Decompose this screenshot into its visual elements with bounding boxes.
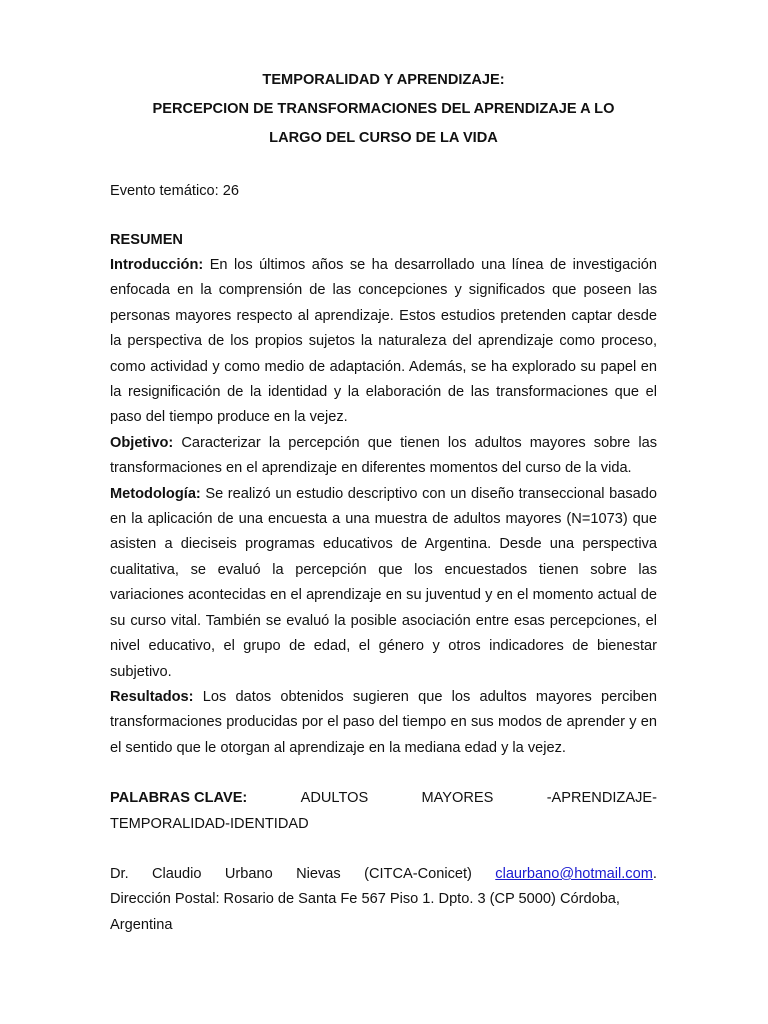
author-word-claudio: Claudio xyxy=(152,865,202,882)
objetivo-paragraph xyxy=(110,431,657,482)
objetivo-text: Caracterizar la percepción que tienen los adultos mayores sobre las transformaciones en el aprendizaje en diferentes momentos del curso de la vida. xyxy=(110,434,657,477)
author-affiliation: (CITCA-Conicet) xyxy=(364,865,472,882)
author-word-urbano: Urbano xyxy=(224,865,273,882)
metodologia-label: Metodología: xyxy=(110,485,201,502)
keywords-row-2: TEMPORALIDAD-IDENTIDAD xyxy=(110,815,309,832)
keywords-block xyxy=(110,786,657,837)
evento-tematico: Evento temático: 26 xyxy=(110,183,239,199)
title-line-2: PERCEPCION DE TRANSFORMACIONES DEL APRENDIZAJE A LO xyxy=(152,101,615,117)
author-email-wrap xyxy=(495,862,657,887)
introduccion-paragraph xyxy=(110,253,657,431)
document-page xyxy=(110,66,657,938)
objetivo-label: Objetivo: xyxy=(110,434,174,451)
author-block xyxy=(110,862,657,938)
resultados-text: Los datos obtenidos sugieren que los adultos mayores perciben transformaciones producidas por el paso del tiempo en sus modos de aprender y en el sentido que le otorgan al aprendizaje en la mediana edad y la vejez. xyxy=(110,688,657,756)
author-word-dr: Dr. xyxy=(110,865,129,882)
keywords-label: PALABRAS CLAVE: xyxy=(110,790,248,807)
document-title xyxy=(100,66,667,153)
author-email-link[interactable]: claurbano@hotmail.com xyxy=(495,865,653,882)
introduccion-text: En los últimos años se ha desarrollado una línea de investigación enfocada en la comprensión de las concepciones y significados que poseen las personas mayores respecto al aprendizaje. Estos estudios pretenden captar desde la perspectiva de los propios sujetos la naturaleza del aprendizaje como proceso, como actividad y como medio de adaptación. Además, se ha explorado su papel en la resignificación de la identidad y la elaboración de las transformaciones que el paso del tiempo produce en la vejez. xyxy=(110,257,658,426)
keyword-adultos: ADULTOS xyxy=(300,790,369,807)
resultados-paragraph xyxy=(110,685,657,761)
author-word-nievas: Nievas xyxy=(296,865,341,882)
author-row-1 xyxy=(110,862,657,887)
keyword-aprendizaje: -APRENDIZAJE- xyxy=(546,790,657,807)
author-country: Argentina xyxy=(110,916,173,933)
title-line-3: LARGO DEL CURSO DE LA VIDA xyxy=(269,130,498,146)
metodologia-paragraph xyxy=(110,482,657,685)
author-email-suffix: . xyxy=(652,865,657,882)
introduccion-label: Introducción: xyxy=(110,257,204,273)
keyword-mayores: MAYORES xyxy=(421,790,494,807)
author-address: Dirección Postal: Rosario de Santa Fe 567 Piso 1. Dpto. 3 (CP 5000) Córdoba, xyxy=(110,891,620,908)
metodologia-text: Se realizó un estudio descriptivo con un diseño transeccional basado en la aplicación de una encuesta a una muestra de adultos mayores (N=1073) que asisten a dieciseis programas educativos de Argentina. Desde una perspectiva cualitativa, se evaluó la percepción que los encuestados tienen sobre las variaciones acontecidas en el aprendizaje en su juventud y en el momento actual de su curso vital. También se evaluó la posible asociación entre esas percepciones, el nivel educativo, el grupo de edad, el género y otros indicadores de bienestar subjetivo. xyxy=(110,485,657,680)
keywords-row-1 xyxy=(110,786,657,811)
title-line-1: TEMPORALIDAD Y APRENDIZAJE: xyxy=(262,72,505,88)
resumen-heading: RESUMEN xyxy=(110,232,183,248)
resultados-label: Resultados: xyxy=(110,688,194,705)
